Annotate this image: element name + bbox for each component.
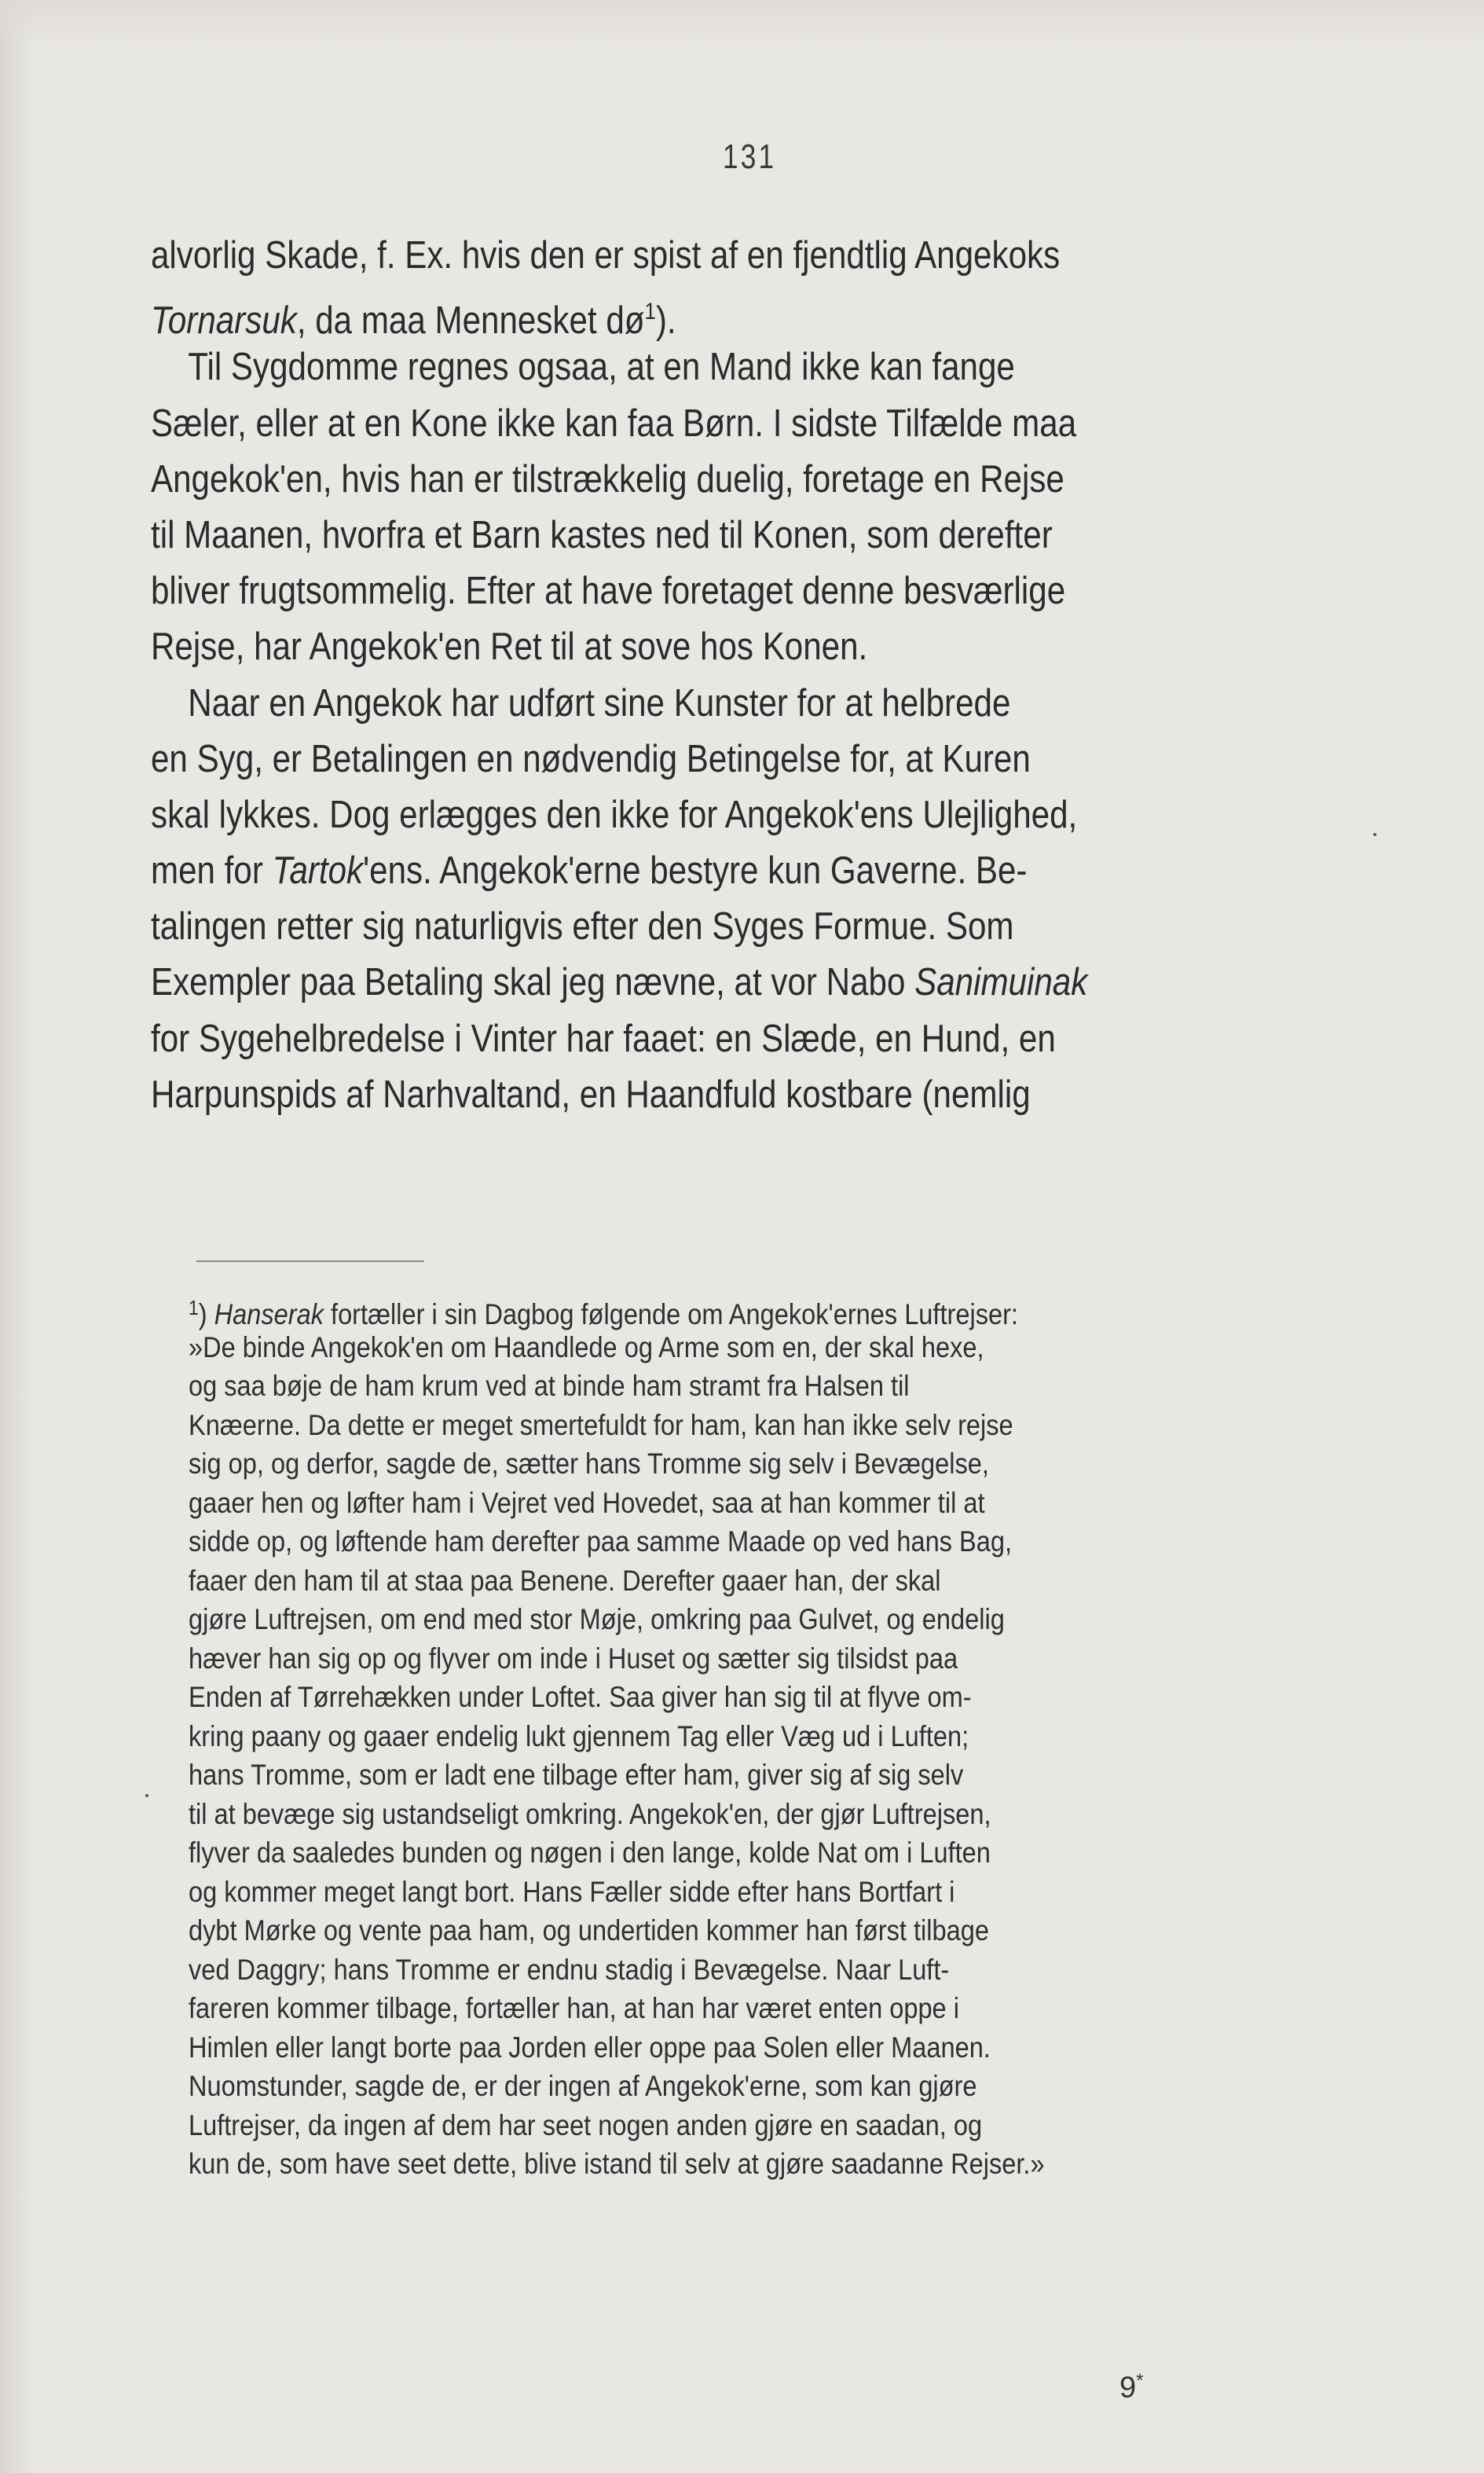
text-line: Rejse, har Angekok'en Ret til at sove hos Konen. — [151, 626, 868, 669]
footnote-line: dybt Mørke og vente paa ham, og undertiden kommer han først tilbage — [189, 1914, 989, 1946]
italic-name: Sanimuinak — [914, 961, 1088, 1004]
footnote-line: faaer den ham til at staa paa Benene. Derefter gaaer han, der skal — [189, 1564, 941, 1597]
footnote-line: Himlen eller langt borte paa Jorden eller oppe paa Solen eller Maanen. — [189, 2031, 991, 2064]
footnote-line: Luftrejser, da ingen af dem har seet nogen anden gjøre en saadan, og — [189, 2108, 983, 2141]
text-line: skal lykkes. Dog erlægges den ikke for Angekok'ens Ulejlighed, — [151, 793, 1078, 836]
text-line: bliver frugtsommelig. Efter at have foretaget denne besværlige — [151, 570, 1066, 613]
footnote-line: fareren kommer tilbage, fortæller han, at han har været enten oppe i — [189, 1992, 959, 2024]
footnote-line: og saa bøje de ham krum ved at binde ham stramt fra Halsen til — [189, 1370, 910, 1402]
text-line: talingen retter sig naturligvis efter den Syges Formue. Som — [151, 905, 1014, 948]
footnote-line: og kommer meget langt bort. Hans Fæller sidde efter hans Bortfart i — [189, 1875, 955, 1908]
text-line: Sæler, eller at en Kone ikke kan faa Børn. I sidste Tilfælde maa — [151, 402, 1077, 445]
text-segment: 'ens. Angekok'erne bestyre kun Gaverne. Be- — [363, 849, 1028, 893]
footnote-line: sig op, og derfor, sagde de, sætter hans Tromme sig selv i Bevægelse, — [189, 1447, 989, 1480]
footnote-line: kun de, som have seet dette, blive istand til selv at gjøre saadanne Rejser.» — [189, 2148, 1045, 2180]
footnote-block — [189, 1289, 1240, 2184]
text-line: Til Sygdomme regnes ogsaa, at en Mand ikke kan fange — [188, 346, 1015, 389]
footnote-line: hans Tromme, som er ladt ene tilbage efter ham, giver sig af sig selv — [189, 1759, 964, 1791]
footnote-line: ved Daggry; hans Tromme er endnu stadig i Bevægelse. Naar Luft- — [189, 1953, 950, 1986]
footnote-reference: 1 — [644, 299, 656, 325]
footnote-line: hæver han sig op og flyver om inde i Huset og sætter sig tilsidst paa — [189, 1642, 958, 1675]
main-text-block — [151, 228, 1205, 1123]
margin-speck — [1373, 833, 1376, 836]
footnote-line: flyver da saaledes bunden og nøgen i den lange, kolde Nat om i Luften — [189, 1836, 991, 1869]
footnote-line: til at bevæge sig ustandseligt omkring. Angekok'en, der gjør Luftrejsen, — [189, 1797, 991, 1830]
footnote-line: gaaer hen og løfter ham i Vejret ved Hovedet, saa at han kommer til at — [189, 1486, 985, 1519]
italic-name: Tartok — [272, 849, 364, 893]
text-line: til Maanen, hvorfra et Barn kastes ned til Konen, som derefter — [151, 513, 1053, 556]
footnote-divider — [196, 1260, 424, 1262]
text-line — [151, 843, 1205, 899]
text-line: en Syg, er Betalingen en nødvendig Betingelse for, at Kuren — [151, 737, 1031, 780]
margin-speck — [145, 1794, 148, 1797]
text-segment: ). — [655, 299, 676, 343]
footnote-marker-close: ) — [198, 1298, 207, 1330]
signature-mark — [1119, 2370, 1143, 2405]
text-segment: men for — [151, 849, 273, 893]
text-line: Naar en Angekok har udført sine Kunster for at helbrede — [188, 681, 1011, 725]
signature-star: * — [1136, 2370, 1144, 2391]
footnote-line: »De binde Angekok'en om Haandlede og Arme som en, der skal hexe, — [189, 1330, 984, 1363]
footnote-line: gjøre Luftrejsen, om end med stor Møje, omkring paa Gulvet, og endelig — [189, 1603, 1005, 1635]
footnote-line — [189, 1289, 1240, 1328]
text-line: alvorlig Skade, f. Ex. hvis den er spist af en fjendtlig Angekoks — [151, 234, 1061, 277]
page-number: 131 — [723, 138, 777, 176]
text-line — [151, 955, 1205, 1011]
footnote-line: Enden af Tørrehækken under Loftet. Saa giver han sig til at flyve om- — [189, 1681, 972, 1713]
footnote-line: Nuomstunder, sagde de, er der ingen af Angekok'erne, som kan gjøre — [189, 2070, 977, 2102]
footnote-line: Knæerne. Da dette er meget smertefuldt for ham, kan han ikke selv rejse — [189, 1408, 1013, 1441]
footnote-line: sidde op, og løftende ham derefter paa samme Maade op ved hans Bag, — [189, 1525, 1012, 1558]
footnote-marker: 1 — [189, 1296, 199, 1319]
text-line — [151, 284, 1205, 343]
text-segment: , da maa Mennesket dø — [296, 299, 645, 343]
scan-top-shadow — [0, 0, 1484, 47]
scan-edge-shadow — [0, 0, 35, 2473]
text-line: for Sygehelbredelse i Vinter har faaet: en Slæde, en Hund, en — [151, 1017, 1056, 1060]
italic-name: Hanserak — [214, 1298, 324, 1330]
text-line: Harpunspids af Narhvaltand, en Haandfuld kostbare (nemlig — [151, 1073, 1031, 1116]
signature-number: 9 — [1119, 2371, 1137, 2405]
italic-name: Tornarsuk — [151, 299, 297, 343]
footnote-line: kring paany og gaaer endelig lukt gjennem Tag eller Væg ud i Luften; — [189, 1719, 969, 1752]
text-segment: fortæller i sin Dagbog følgende om Angekok'ernes Luftrejser: — [323, 1298, 1018, 1330]
text-segment: Exempler paa Betaling skal jeg nævne, at vor Nabo — [151, 961, 915, 1004]
text-line: Angekok'en, hvis han er tilstrækkelig duelig, foretage en Rejse — [151, 457, 1064, 501]
